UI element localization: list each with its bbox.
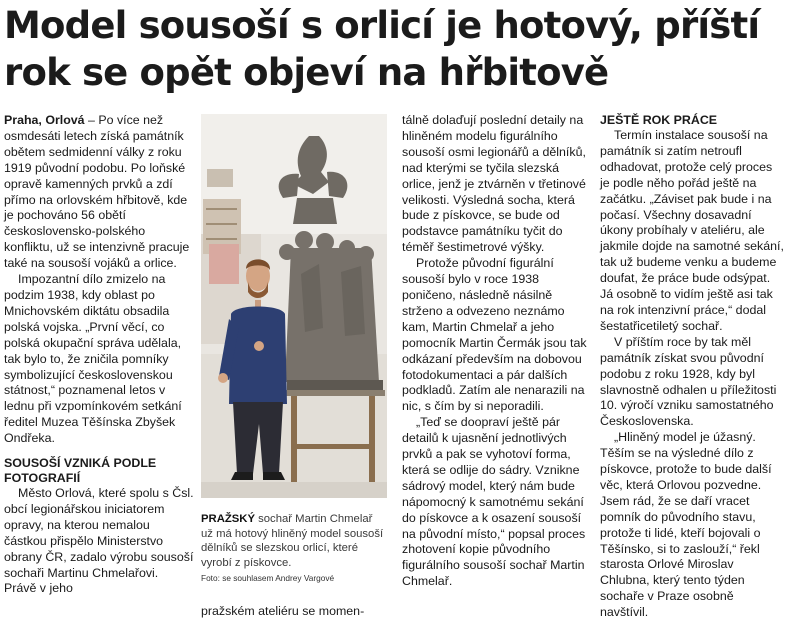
lead-paragraph	[4, 113, 194, 272]
headline: Model sousoší s orlicí je hotový, příští rok se opět objeví na hřbitově	[4, 4, 760, 94]
sculptor-with-clay-model-photo	[201, 114, 387, 498]
column-3	[402, 113, 590, 590]
paragraph: tálně dolaďují poslední detaily na hliněném modelu figurálního sousoší osmi legionářů a dělníků, nad kterými se tyčila slezská orlice, jenž je ztvárněn v třetinové velikosti. Výsledná socha, která bude z pískovce, se bude od podstavce památníku tyčit do téměř šestimetrové výšky.	[402, 113, 586, 255]
caption-lead: PRAŽSKÝ	[201, 513, 255, 525]
paragraph: Impozantní dílo zmizelo na podzim 1938, kdy oblast po Mnichovském diktátu obsadila polská vojska. „První věcí, co polská okupační správa udělala, tak bylo to, že zničila pomníky symbolizující československou státnost,“ poznamenal letos v lednu při vzpomínkovém setkání ředitel Muzea Těšínska Zbyšek Ondřeka.	[4, 272, 182, 446]
photo-caption	[201, 512, 387, 585]
intro-text: – Po více než osmdesáti letech získá památník obětem sedmidenní války z roku 1919 původní podobu. Po loňské opravě kamenných prvků a zdí přímo na orlovském hřbitově, kde je pochováno 56 obětí československo-polského konfliktu, už se intenzivně pracuje také na sousoší vojáků a orlice.	[4, 113, 190, 271]
paragraph: V příštím roce by tak měl památník získat svou původní podobu z roku 1928, kdy byl slavnostně odhalen u příležitosti 10. výročí vzniku samostatného Československa.	[600, 334, 777, 429]
paragraph: Protože původní figurální sousoší bylo v roce 1938 poničeno, následně násilně strženo a odvezeno neznámo kam, Martin Chmelař a jeho pomocník Martin Čermák jsou tak odkázaní především na dobovou fotodokumentaci a pár dalších podkladů. Zatím ale nenarazili na nic, s čím by si neporadili.	[402, 256, 587, 414]
paragraph: Termín instalace sousoší na památník si zatím netroufl odhadovat, protože celý proces je podle něho pořád ještě na začátku. „Záviset pak bude i na počasí. Všechny dosavadní úkony probíhaly v ateliéru, ale jakmile dojde na samotné sekání, tak už budeme venku a budeme doufat, že práce bude odsýpat. Já osobně to vidím ještě asi tak na rok intenzivní práce,“ dodal šestatřicetiletý sochař.	[600, 128, 784, 333]
column-4	[600, 113, 784, 621]
subheading: SOUSOŠÍ VZNIKÁ PODLE FOTOGRAFIÍ	[4, 456, 157, 486]
column-1	[4, 113, 194, 597]
dateline: Praha, Orlová	[4, 113, 85, 127]
paragraph: „Teď se doopraví ještě pár detailů k ujasnění jednotlivých prvků a pak se vyhotoví forma, která se odlije do sádry. Vznikne sádrový model, který nám bude nápomocný k samotnému sekání do pískovce a k osazení sousoší na původní místo,“ popsal proces zhotovení kopie původního figurálního sousoší sochař Martin Chmelař.	[402, 415, 586, 589]
paragraph: Město Orlová, které spolu s Čsl. obcí legionářskou iniciatorem opravy, na kterou nemalou částkou přispělo Ministerstvo obrany ČR, zadalo výrobu sousoší sochaři Martinu Chmelařovi. Právě v jeho	[4, 486, 194, 596]
caption-text: sochař Martin Chmelař už má hotový hliněný model sousoší dělníků se slezskou orlicí, které vyrobí z pískovce.	[201, 513, 384, 569]
article-photo	[201, 114, 387, 498]
photo-credit: Foto: se souhlasem Andrey Vargové	[201, 573, 335, 584]
paragraph: „Hliněný model je úžasný. Těším se na výsledné dílo z pískovce, protože to bude další věc, která Orlovou pozvedne. Jsem rád, že se daří vracet pomník do původního stavu, protože ti lidé, kteří bojovali o Těšínsko, si to zaslouží,“ řekl starosta Orlové Miroslav Chlubna, který tento týden sochaře v Praze osobně navštívil.	[600, 430, 772, 620]
subheading: JEŠTĚ ROK PRÁCE	[600, 113, 718, 127]
column-2-continuation: pražském ateliéru se momen-	[201, 604, 365, 618]
